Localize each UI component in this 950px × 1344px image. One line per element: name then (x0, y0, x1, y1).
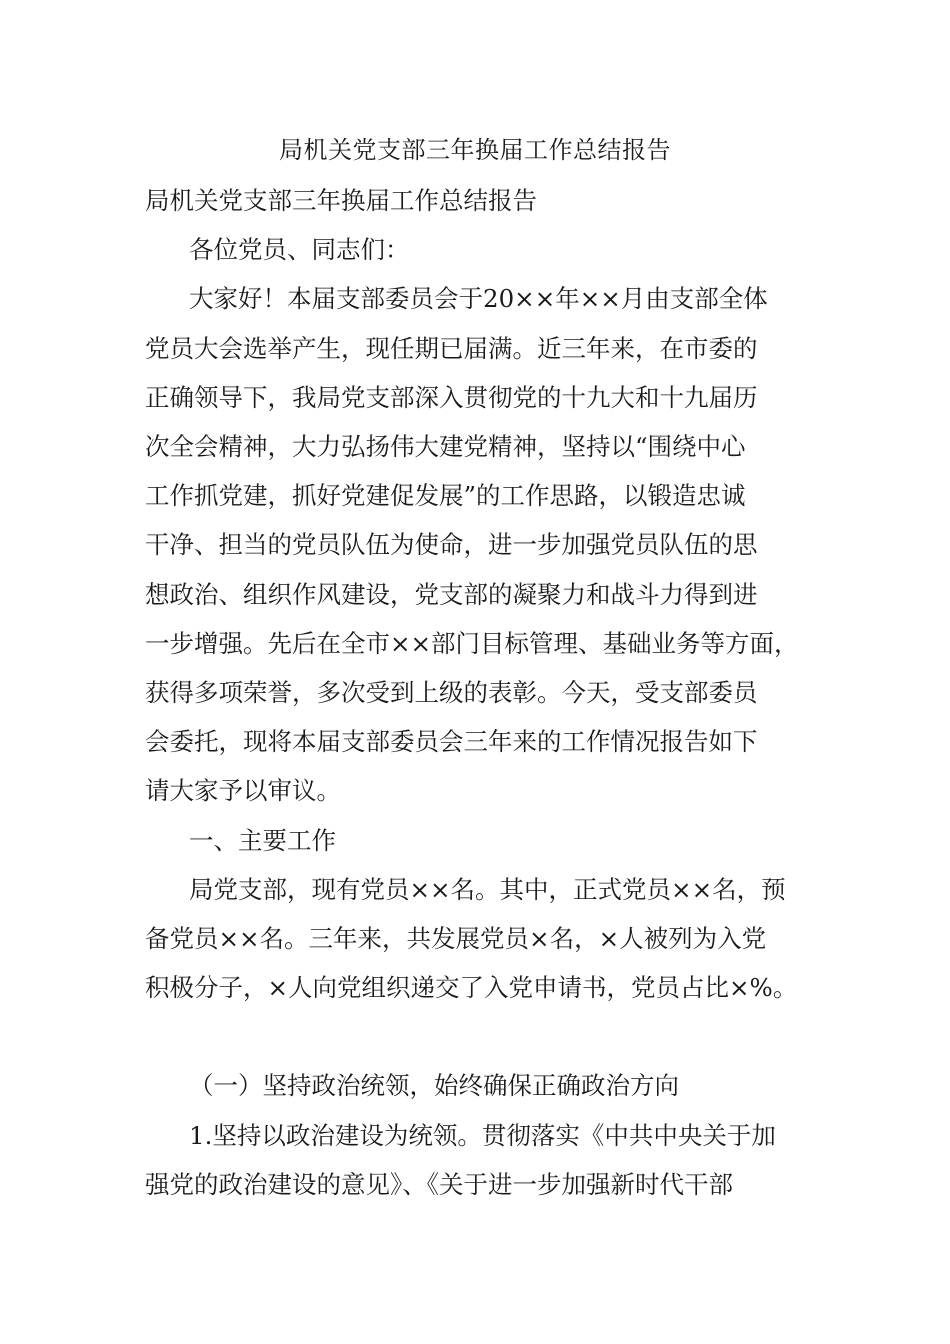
paragraph-line: 1.坚持以政治建设为统领。贯彻落实《中共中央关于加 (189, 1120, 776, 1150)
paragraph-line: 会委托，现将本届支部委员会三年来的工作情况报告如下 (145, 727, 758, 757)
paragraph-line: 正确领导下，我局党支部深入贯彻党的十九大和十九届历 (145, 382, 758, 412)
paragraph-line: 党员大会选举产生，现任期已届满。近三年来，在市委的 (145, 333, 758, 363)
paragraph-line: 干净、担当的党员队伍为使命，进一步加强党员队伍的思 (145, 530, 758, 560)
blank-line (145, 1012, 815, 1061)
document-body (145, 176, 815, 1209)
paragraph-line: 局党支部，现有党员××名。其中，正式党员××名，预 (189, 874, 786, 904)
paragraph-line: 次全会精神，大力弘扬伟大建党精神，坚持以“围绕中心 (145, 432, 746, 462)
subtitle-line: 局机关党支部三年换届工作总结报告 (145, 186, 537, 215)
paragraph-line: 工作抓党建，抓好党建促发展”的工作思路，以锻造忠诚 (145, 481, 746, 511)
subsection-heading: （一）坚持政治统领，始终确保正确政治方向 (189, 1071, 679, 1101)
paragraph-line: 一步增强。先后在全市××部门目标管理、基础业务等方面， (145, 628, 799, 658)
paragraph-line: 强党的政治建设的意见》、《关于进一步加强新时代干部 (145, 1169, 733, 1199)
paragraph-line: 想政治、组织作风建设，党支部的凝聚力和战斗力得到进 (145, 579, 758, 609)
paragraph-line: 大家好！本届支部委员会于20××年××月由支部全体 (189, 284, 768, 314)
section-heading: 一、主要工作 (189, 825, 336, 855)
document-title: 局机关党支部三年换届工作总结报告 (279, 136, 671, 164)
paragraph-line: 获得多项荣誉，多次受到上级的表彰。今天，受支部委员 (145, 678, 758, 708)
paragraph-line: 积极分子，×人向党组织递交了入党申请书，党员占比×%。 (145, 973, 798, 1003)
salutation-line: 各位党员、同志们： (189, 235, 410, 265)
paragraph-line: 请大家予以审议。 (145, 776, 341, 806)
paragraph-line: 备党员××名。三年来，共发展党员×名，×人被列为入党 (145, 924, 767, 954)
